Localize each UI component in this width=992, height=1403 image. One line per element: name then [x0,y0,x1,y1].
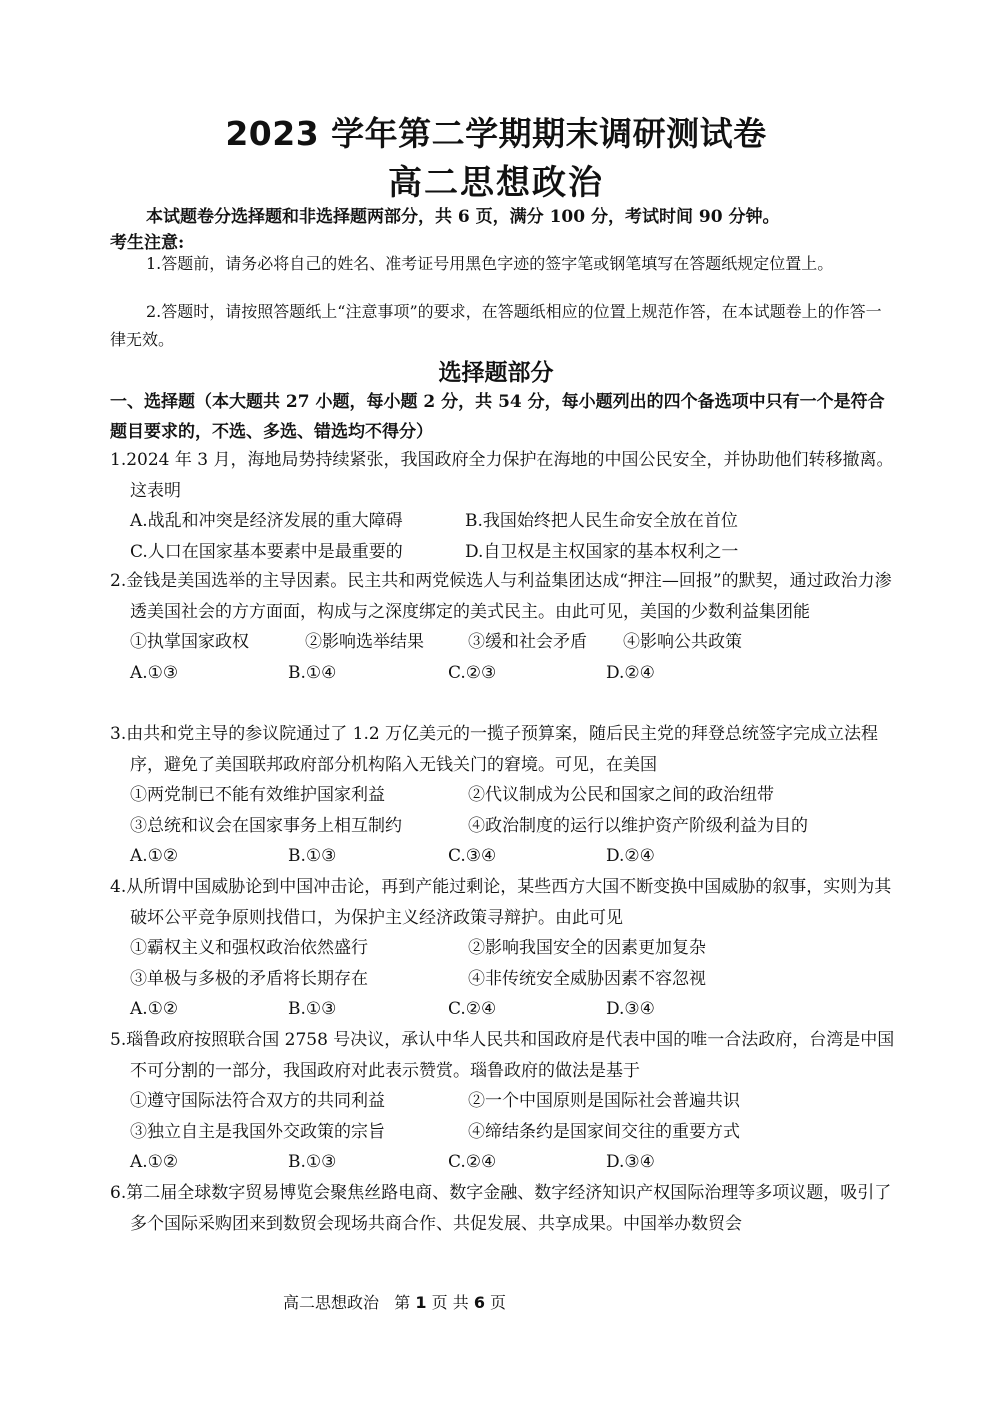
statement-2: ②影响选举结果 [305,632,424,652]
option-a: A.①③ [130,662,179,683]
statement-4: ④影响公共政策 [623,632,742,652]
statement-row [110,780,895,811]
option-row [110,658,895,689]
exam-intro: 本试题卷分选择题和非选择题两部分，共 6 页，满分 100 分，考试时间 90 分钟。 [146,207,780,227]
footer-page-number: 1 [415,1293,427,1312]
statement-1: ①霸权主义和强权政治依然盛行 [130,938,368,958]
option-b: B.①④ [288,662,337,683]
statement-row [110,1117,895,1148]
option-c: C.②④ [448,999,497,1019]
statement-4: ④非传统安全威胁因素不容忽视 [468,968,706,989]
option-d: D.②④ [606,662,655,683]
section-intro: 一、选择题（本大题共 27 小题，每小题 2 分，共 54 分，每小题列出的四个备选项中只有一个是符合题目要求的，不选、多选、错选均不得分） [110,392,885,442]
statement-1: ①遵守国际法符合双方的共同利益 [130,1091,385,1111]
question-3 [110,719,895,872]
footer-page-suffix: 页 [490,1293,507,1312]
notice-heading: 考生注意: [110,233,185,253]
notice-item-1: 1.答题前，请务必将自己的姓名、准考证号用黑色字迹的签字笔或钢笔填写在答题纸规定位置上。 [146,254,834,273]
question-stem: 6.第二届全球数字贸易博览会聚焦丝路电商、数字金融、数字经济知识产权国际治理等多项议题，吸引了多个国际采购团来到数贸会现场共商合作、共促发展、共享成果。中国举办数贸会 [110,1183,892,1234]
statement-1: ①两党制已不能有效维护国家利益 [130,785,385,805]
option-d: D.③④ [606,999,655,1019]
option-c: C.②④ [448,1152,497,1172]
option-d: D.自卫权是主权国家的基本权利之一 [465,541,739,562]
option-c: C.③④ [448,846,497,866]
question-6 [110,1178,895,1239]
option-row [110,506,895,537]
statement-4: ④缔结条约是国家间交往的重要方式 [468,1121,740,1142]
statement-4: ④政治制度的运行以维护资产阶级利益为目的 [468,815,808,836]
option-a: A.战乱和冲突是经济发展的重大障碍 [130,511,403,531]
question-5 [110,1025,895,1178]
option-b: B.①③ [288,999,337,1019]
statement-row [110,811,895,842]
footer-subject: 高二思想政治 [283,1293,380,1312]
exam-subject: 高二思想政治 [388,163,604,203]
option-a: A.①② [130,846,179,866]
option-b: B.①③ [288,1152,337,1172]
statement-3: ③缓和社会矛盾 [468,632,587,652]
option-d: D.③④ [606,1152,655,1172]
statement-row [110,627,895,658]
footer-page-total: 6 [473,1293,485,1312]
section-title: 选择题部分 [438,360,554,386]
option-row [110,841,895,872]
statement-3: ③独立自主是我国外交政策的宗旨 [130,1121,385,1142]
option-d: D.②④ [606,846,655,866]
statement-2: ②代议制成为公民和国家之间的政治纽带 [468,785,774,805]
option-b: B.①③ [288,846,337,866]
question-4 [110,872,895,1025]
question-stem: 5.瑙鲁政府按照联合国 2758 号决议，承认中华人民共和国政府是代表中国的唯一合法政府，台湾是中国不可分割的一部分，我国政府对此表示赞赏。瑙鲁政府的做法是基于 [110,1030,895,1081]
option-row [110,537,895,568]
option-a: A.①② [130,999,179,1019]
exam-title: 2023 学年第二学期期末调研测试卷 [225,114,767,153]
option-b: B.我国始终把人民生命安全放在首位 [465,511,738,531]
statement-2: ②影响我国安全的因素更加复杂 [468,938,706,958]
statement-2: ②一个中国原则是国际社会普遍共识 [468,1091,740,1111]
question-stem: 4.从所谓中国威胁论到中国冲击论，再到产能过剩论，某些西方大国不断变换中国威胁的叙事，实则为其破坏公平竞争原则找借口，为保护主义经济政策寻辩护。由此可见 [110,877,892,928]
footer-page-prefix: 第 [394,1293,411,1312]
option-c: C.人口在国家基本要素中是最重要的 [130,541,403,562]
question-2 [110,566,895,688]
question-stem: 1.2024 年 3 月，海地局势持续紧张，我国政府全力保护在海地的中国公民安全，并协助他们转移撤离。这表明 [110,450,894,501]
statement-row [110,1086,895,1117]
page-footer [283,1290,506,1313]
statement-3: ③单极与多极的矛盾将长期存在 [130,968,368,989]
question-stem: 3.由共和党主导的参议院通过了 1.2 万亿美元的一揽子预算案，随后民主党的拜登总统签字完成立法程序，避免了美国联邦政府部分机构陷入无钱关门的窘境。可见，在美国 [110,724,879,775]
statement-row [110,933,895,964]
statement-row [110,964,895,995]
option-a: A.①② [130,1152,179,1172]
statement-3: ③总统和议会在国家事务上相互制约 [130,815,402,836]
question-1 [110,445,895,567]
option-c: C.②③ [448,662,497,683]
question-stem: 2.金钱是美国选举的主导因素。民主共和两党候选人与利益集团达成“押注—回报”的默契，通过政治力渗透美国社会的方方面面，构成与之深度绑定的美式民主。由此可见，美国的少数利益集团能 [110,571,892,622]
statement-1: ①执掌国家政权 [130,632,249,652]
option-row [110,994,895,1025]
notice-item-2: 2.答题时，请按照答题纸上“注意事项”的要求，在答题纸相应的位置上规范作答，在本试题卷上的作答一律无效。 [110,302,882,349]
footer-page-mid: 页 共 [431,1293,469,1312]
option-row [110,1147,895,1178]
